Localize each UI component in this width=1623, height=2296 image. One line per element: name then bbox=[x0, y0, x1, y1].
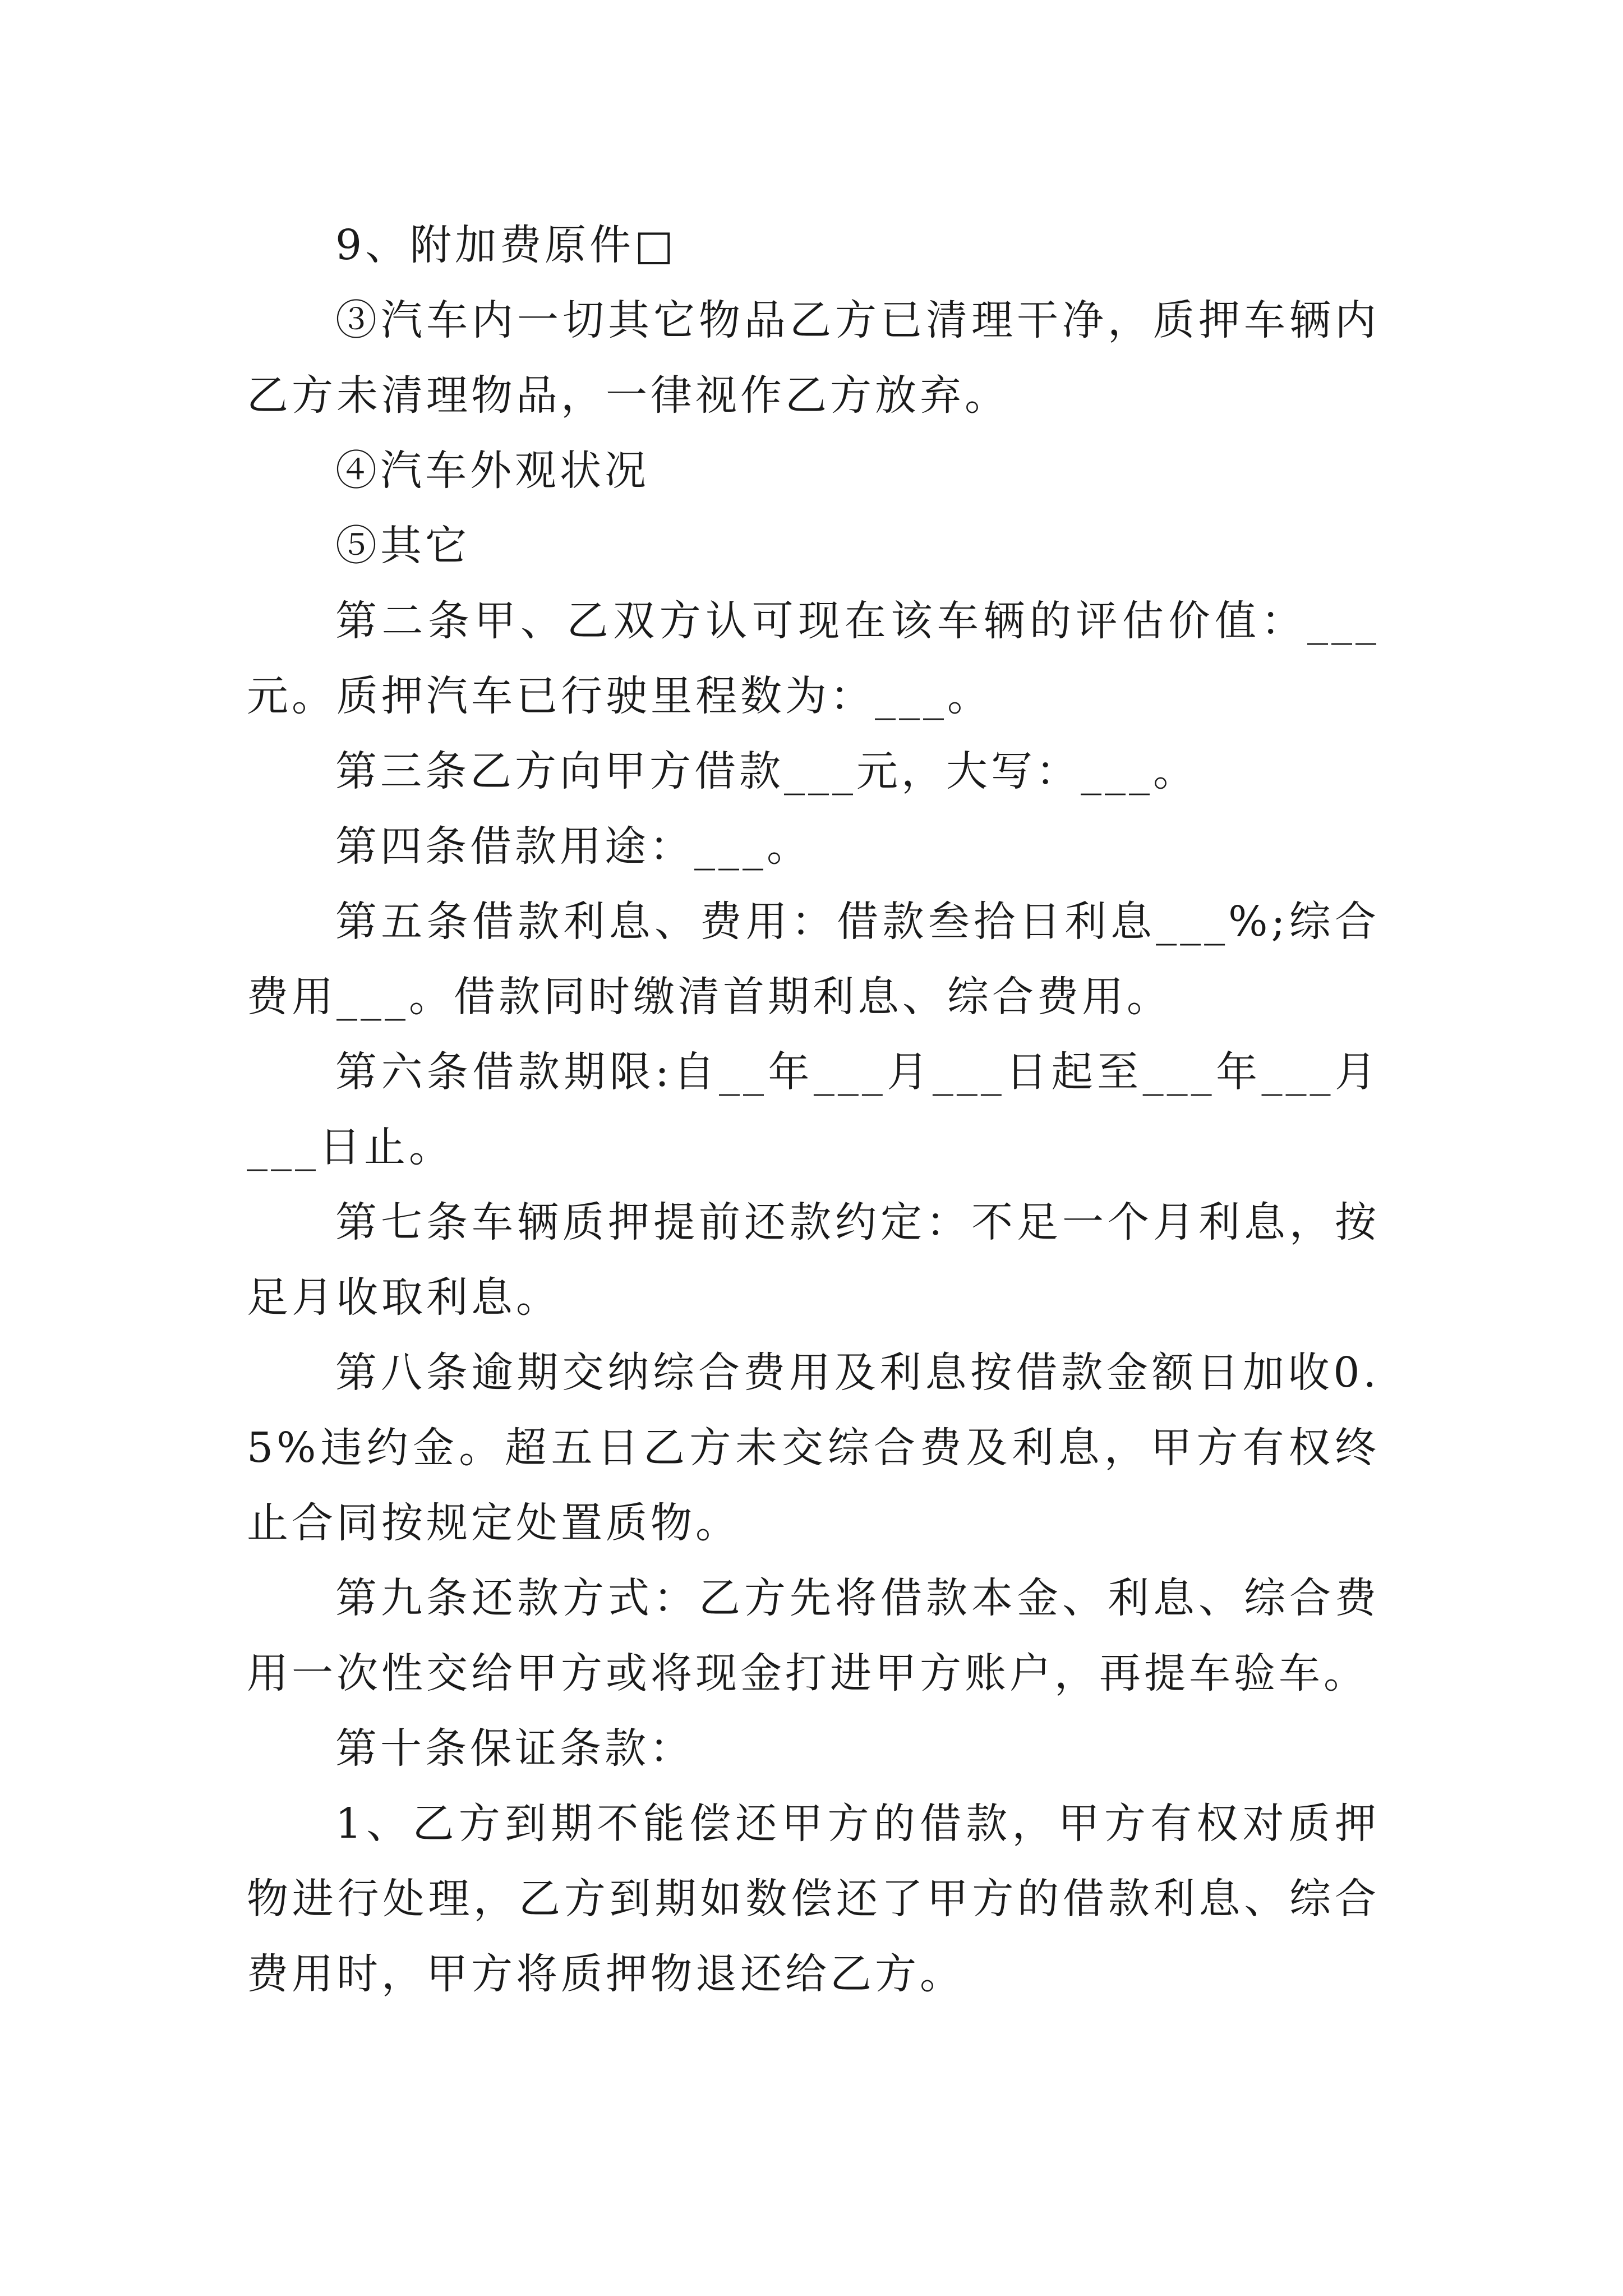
article-5: 第五条借款利息、费用：借款叁拾日利息___%;综合费用___。借款同时缴清首期利息、综合费用。 bbox=[247, 898, 1380, 1021]
clause-item-9: 9、附加费原件□ bbox=[335, 221, 677, 269]
article-2: 第二条甲、乙双方认可现在该车辆的评估价值：___元。质押汽车已行驶里程数为：___。 bbox=[247, 597, 1380, 720]
article-6: 第六条借款期限:自__年___月___日起至___年___月___日止。 bbox=[247, 1048, 1380, 1171]
article-7: 第七条车辆质押提前还款约定：不足一个月利息，按足月收取利息。 bbox=[247, 1198, 1380, 1322]
document-body bbox=[247, 208, 1380, 2012]
clause-item-3: ③汽车内一切其它物品乙方已清理干净，质押车辆内乙方未清理物品，一律视作乙方放弃。 bbox=[247, 296, 1380, 420]
clause-item-4: ④汽车外观状况 bbox=[335, 447, 649, 495]
article-8: 第八条逾期交纳综合费用及利息按借款金额日加收0.5%违约金。超五日乙方未交综合费及利息，甲方有权终止合同按规定处置质物。 bbox=[247, 1349, 1380, 1547]
article-4: 第四条借款用途：___。 bbox=[335, 822, 811, 871]
article-9: 第九条还款方式：乙方先将借款本金、利息、综合费用一次性交给甲方或将现金打进甲方账户，再提车验车。 bbox=[247, 1574, 1380, 1697]
article-10: 第十条保证条款： bbox=[335, 1724, 694, 1773]
article-10-item-1: 1、乙方到期不能偿还甲方的借款，甲方有权对质押物进行处理，乙方到期如数偿还了甲方的借款利息、综合费用时，甲方将质押物退还给乙方。 bbox=[247, 1800, 1380, 1998]
clause-item-5: ⑤其它 bbox=[335, 522, 470, 570]
article-3: 第三条乙方向甲方借款___元，大写：___。 bbox=[335, 747, 1198, 795]
